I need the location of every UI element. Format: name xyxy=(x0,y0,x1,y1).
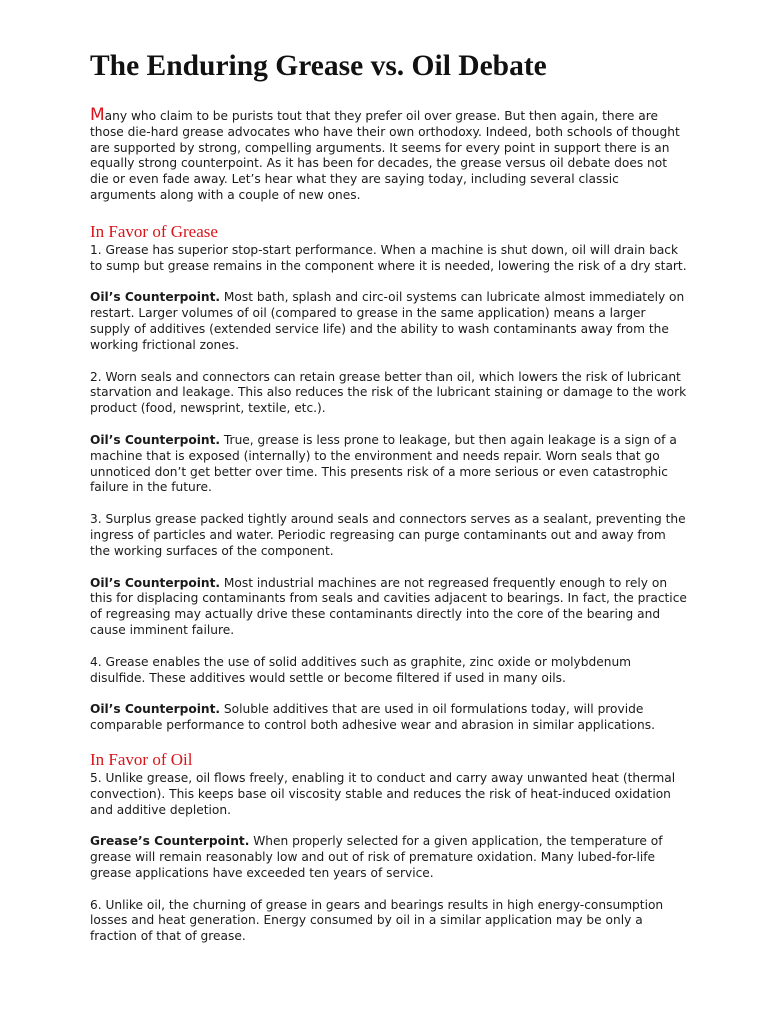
counterpoint-paragraph xyxy=(90,576,688,639)
counterpoint-text: Most industrial machines are not regreased frequently enough to rely on this for displacing contaminants from seals and cavities adjacent to bearings. In fact, the practice of regreasing may actually drive these contaminants directly into the core of the bearing and cause imminent failure. xyxy=(90,575,687,637)
counterpoint-paragraph xyxy=(90,433,688,496)
counterpoint-label: Oil’s Counterpoint. xyxy=(90,575,221,590)
counterpoint-label: Grease’s Counterpoint. xyxy=(90,834,250,849)
counterpoint-paragraph xyxy=(90,834,688,881)
counterpoint-label: Oil’s Counterpoint. xyxy=(90,702,221,717)
point-paragraph: 3. Surplus grease packed tightly around seals and connectors serves as a sealant, preventing the ingress of particles and water. Periodic regreasing can purge contaminants out and away from the working surfaces of the component. xyxy=(90,512,686,558)
page-title: The Enduring Grease vs. Oil Debate xyxy=(90,50,547,82)
intro-text: any who claim to be purists tout that they prefer oil over grease. But then again, there are those die-hard grease advocates who have their own orthodoxy. Indeed, both schools of thought are supported by strong, compelling arguments. It seems for every point in support there is an equally strong counterpoint. As it has been for decades, the grease versus oil debate does not die or even fade away. Let’s hear what they are saying today, including several classic arguments along with a couple of new ones. xyxy=(90,109,680,202)
point-paragraph: 5. Unlike grease, oil flows freely, enabling it to conduct and carry away unwanted heat (thermal convection). This keeps base oil viscosity stable and reduces the risk of heat-induced oxidation and additive depletion. xyxy=(90,770,676,817)
drop-cap: M xyxy=(90,105,105,125)
intro-paragraph xyxy=(90,105,688,204)
point-paragraph: 6. Unlike oil, the churning of grease in gears and bearings results in high energy-consumption losses and heat generation. Energy consumed by oil in a similar application may be only a fraction of that of grease. xyxy=(90,897,664,944)
point-paragraph: 4. Grease enables the use of solid additives such as graphite, zinc oxide or molybdenum disulfide. These additives would settle or become filtered if used in many oils. xyxy=(90,654,632,685)
counterpoint-paragraph xyxy=(90,290,688,353)
section-heading-grease: In Favor of Grease xyxy=(90,221,218,241)
point-paragraph: 2. Worn seals and connectors can retain grease better than oil, which lowers the risk of lubricant starvation and leakage. This also reduces the risk of the lubricant staining or damage to the work product (food, newsprint, textile, etc.). xyxy=(90,369,687,416)
counterpoint-text: True, grease is less prone to leakage, but then again leakage is a sign of a machine that is exposed (internally) to the environment and needs repair. Worn seals that go unnoticed don’t get better over time. This presents risk of a more serious or even catastrophic failure in the future. xyxy=(90,432,677,495)
counterpoint-text: Most bath, splash and circ-oil systems can lubricate almost immediately on restart. Larger volumes of oil (compared to grease in the same application) means a larger supply of additives (extended service life) and the ability to wash contaminants away from the working frictional zones. xyxy=(90,290,685,352)
counterpoint-label: Oil’s Counterpoint. xyxy=(90,290,221,305)
counterpoint-label: Oil’s Counterpoint. xyxy=(90,432,221,447)
counterpoint-text: Soluble additives that are used in oil formulations today, will provide comparable performance to control both adhesive wear and abrasion in similar applications. xyxy=(90,702,655,733)
counterpoint-paragraph xyxy=(90,702,688,734)
section-heading-oil: In Favor of Oil xyxy=(90,749,193,769)
point-paragraph: 1. Grease has superior stop-start performance. When a machine is shut down, oil will drain back to sump but grease remains in the component where it is needed, lowering the risk of a dry start. xyxy=(90,242,687,273)
counterpoint-text: When properly selected for a given application, the temperature of grease will remain reasonably low and out of risk of premature oxidation. Many lubed-for-life grease applications have exceeded ten years of service. xyxy=(90,834,663,880)
